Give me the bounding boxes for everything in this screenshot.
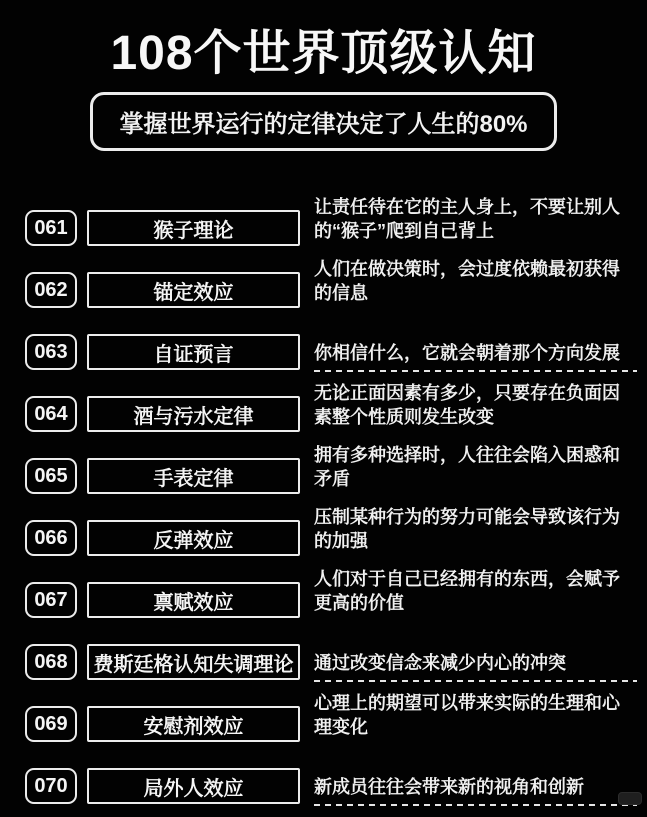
law-description-cell bbox=[314, 259, 637, 321]
law-description: 人们在做决策时，会过度依赖最初获得的信息 bbox=[314, 259, 620, 303]
law-row-069 bbox=[0, 693, 647, 755]
law-description-cell bbox=[314, 383, 637, 445]
law-row-064 bbox=[0, 383, 647, 445]
dashed-divider bbox=[314, 680, 637, 682]
law-number-badge: 062 bbox=[25, 272, 77, 308]
law-number-badge: 069 bbox=[25, 706, 77, 742]
law-description: 拥有多种选择时，人往往会陷入困惑和矛盾 bbox=[314, 445, 620, 489]
law-number-badge: 066 bbox=[25, 520, 77, 556]
law-name-box: 自证预言 bbox=[87, 334, 300, 370]
law-description-cell bbox=[314, 693, 637, 755]
law-description-cell bbox=[314, 569, 637, 631]
subtitle-container bbox=[0, 92, 647, 151]
law-row-063 bbox=[0, 321, 647, 383]
law-name-box: 猴子理论 bbox=[87, 210, 300, 246]
law-description: 你相信什么，它就会朝着那个方向发展 bbox=[314, 343, 620, 363]
law-description-cell bbox=[314, 507, 637, 569]
law-description: 通过改变信念来减少内心的冲突 bbox=[314, 653, 566, 673]
law-number-badge: 063 bbox=[25, 334, 77, 370]
law-row-061 bbox=[0, 197, 647, 259]
law-description: 人们对于自己已经拥有的东西，会赋予更高的价值 bbox=[314, 569, 620, 613]
law-name-box: 锚定效应 bbox=[87, 272, 300, 308]
law-description-cell bbox=[314, 445, 637, 507]
infographic-poster bbox=[0, 14, 647, 814]
watermark-badge bbox=[618, 792, 642, 805]
law-row-065 bbox=[0, 445, 647, 507]
law-description: 让责任待在它的主人身上，不要让别人的“猴子”爬到自己背上 bbox=[314, 197, 620, 241]
law-row-062 bbox=[0, 259, 647, 321]
law-number-badge: 067 bbox=[25, 582, 77, 618]
law-row-070 bbox=[0, 755, 647, 817]
page-title: 108个世界顶级认知 bbox=[110, 27, 537, 80]
law-number-badge: 064 bbox=[25, 396, 77, 432]
law-name-box: 禀赋效应 bbox=[87, 582, 300, 618]
law-number-badge: 061 bbox=[25, 210, 77, 246]
law-description: 压制某种行为的努力可能会导致该行为的加强 bbox=[314, 507, 620, 551]
law-description: 心理上的期望可以带来实际的生理和心理变化 bbox=[314, 693, 620, 737]
law-number-badge: 065 bbox=[25, 458, 77, 494]
law-description-cell bbox=[314, 321, 637, 383]
law-name-box: 酒与污水定律 bbox=[87, 396, 300, 432]
law-name-box: 安慰剂效应 bbox=[87, 706, 300, 742]
law-name-box: 局外人效应 bbox=[87, 768, 300, 804]
law-description-cell bbox=[314, 755, 637, 817]
law-name-box: 费斯廷格认知失调理论 bbox=[87, 644, 300, 680]
law-row-066 bbox=[0, 507, 647, 569]
law-row-068 bbox=[0, 631, 647, 693]
law-description-cell bbox=[314, 197, 637, 259]
law-number-badge: 070 bbox=[25, 768, 77, 804]
law-list bbox=[0, 197, 647, 817]
law-description-cell bbox=[314, 631, 637, 693]
subtitle-badge: 掌握世界运行的定律决定了人生的80% bbox=[90, 92, 556, 151]
law-description: 新成员往往会带来新的视角和创新 bbox=[314, 777, 584, 797]
law-number-badge: 068 bbox=[25, 644, 77, 680]
law-name-box: 反弹效应 bbox=[87, 520, 300, 556]
law-row-067 bbox=[0, 569, 647, 631]
law-name-box: 手表定律 bbox=[87, 458, 300, 494]
dashed-divider bbox=[314, 804, 637, 806]
law-description: 无论正面因素有多少，只要存在负面因素整个性质则发生改变 bbox=[314, 383, 620, 427]
dashed-divider bbox=[314, 370, 637, 372]
